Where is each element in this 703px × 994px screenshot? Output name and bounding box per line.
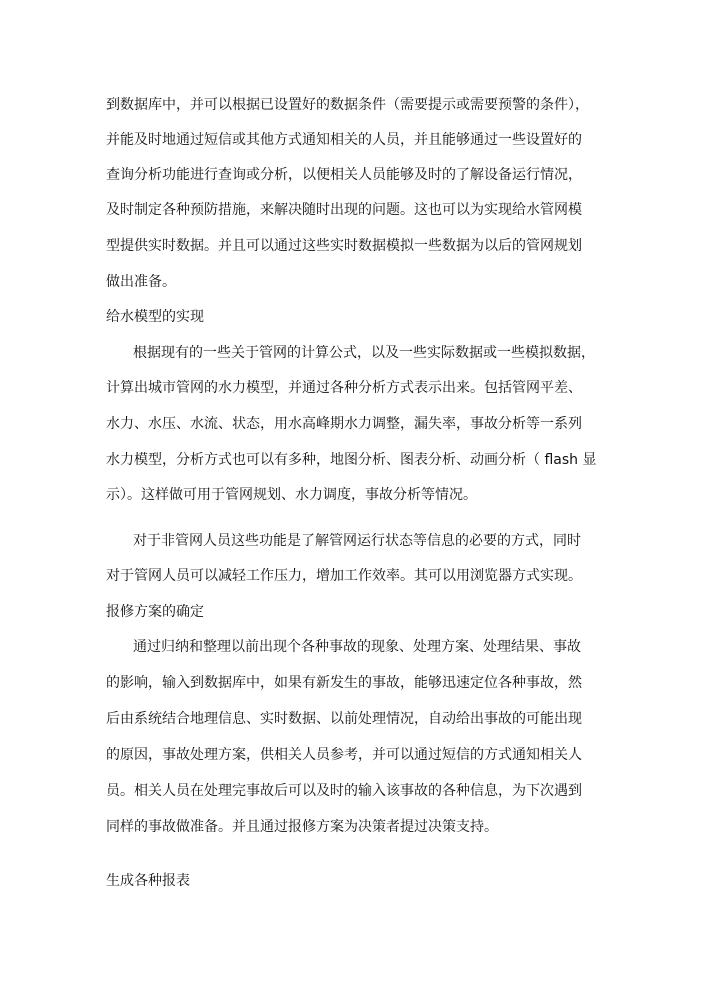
paragraph-3-line-1: 对于非管网人员这些功能是了解管网运行状态等信息的必要的方式，同时: [133, 533, 581, 549]
section-heading-repair: 报修方案的确定: [106, 604, 204, 620]
section-heading-reports: 生成各种报表: [106, 873, 190, 889]
paragraph-4-line-4: 的原因，事故处理方案，供相关人员参考，并可以通过短信的方式通知相关人: [106, 747, 582, 763]
paragraph-2-line-4: 水力模型，分析方式也可以有多种，地图分析、图表分析、动画分析（ flash 显: [106, 452, 597, 468]
paragraph-1-line-3: 查询分析功能进行查询或分析，以便相关人员能够及时的了解设备运行情况，: [106, 167, 582, 183]
paragraph-1-line-5: 型提供实时数据。并且可以通过这些实时数据模拟一些数据为以后的管网规划: [106, 238, 582, 254]
paragraph-1-line-6: 做出准备。: [106, 274, 176, 290]
section-heading-model: 给水模型的实现: [106, 309, 204, 325]
paragraph-4-line-3: 后由系统结合地理信息、实时数据、以前处理情况，自动给出事故的可能出现: [106, 711, 582, 727]
paragraph-4-line-6: 同样的事故做准备。并且通过报修方案为决策者提过决策支持。: [106, 819, 498, 835]
paragraph-2-line-5: 示）。这样做可用于管网规划、水力调度，事故分析等情况。: [106, 487, 477, 503]
paragraph-4-line-2: 的影响，输入到数据库中，如果有新发生的事故，能够迅速定位各种事故，然: [106, 675, 582, 691]
paragraph-1-line-4: 及时制定各种预防措施，来解决随时出现的问题。这也可以为实现给水管网模: [106, 202, 582, 218]
paragraph-2-line-1: 根据现有的一些关于管网的计算公式，以及一些实际数据或一些模拟数据，: [133, 345, 595, 361]
paragraph-2-line-3: 水力、水压、水流、状态，用水高峰期水力调整，漏失率，事故分析等一系列: [106, 416, 582, 432]
paragraph-3-line-2: 对于管网人员可以减轻工作压力，增加工作效率。其可以用浏览器方式实现。: [106, 568, 582, 584]
paragraph-1-line-1: 到数据库中，并可以根据已设置好的数据条件（需要提示或需要预警的条件），: [106, 97, 589, 113]
paragraph-2-line-2: 计算出城市管网的水力模型，并通过各种分析方式表示出来。包括管网平差、: [106, 380, 582, 396]
paragraph-4-line-5: 员。相关人员在处理完事故后可以及时的输入该事故的各种信息，为下次遇到: [106, 783, 582, 799]
paragraph-4-line-1: 通过归纳和整理以前出现个各种事故的现象、处理方案、处理结果、事故: [133, 639, 581, 655]
paragraph-1-line-2: 并能及时地通过短信或其他方式通知相关的人员，并且能够通过一些设置好的: [106, 132, 582, 148]
